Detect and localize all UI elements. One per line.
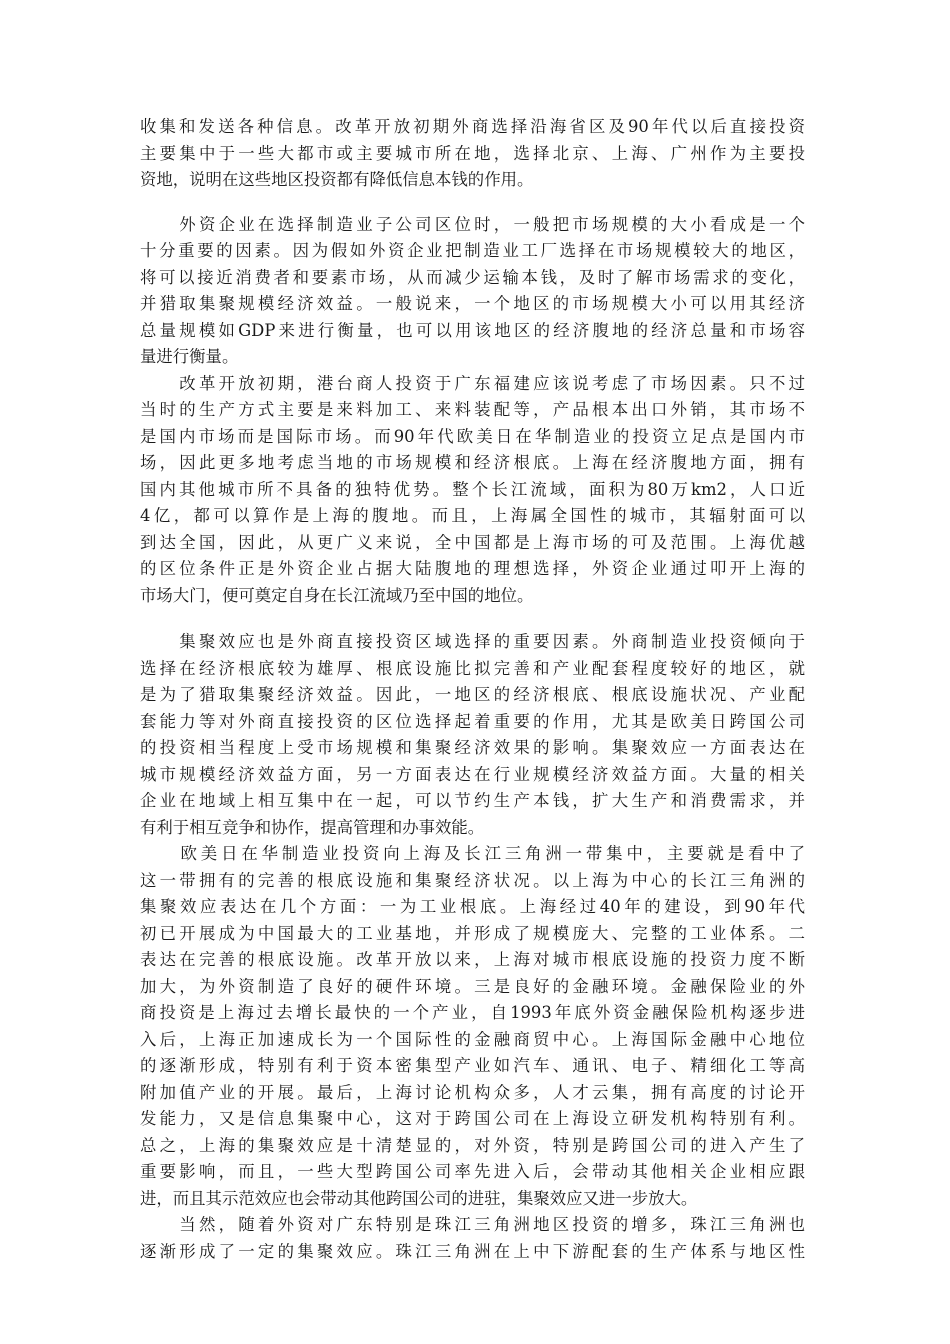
- text-line: 国内其他城市所不具备的独特优势。整个长江流域，面积为80万km2，人口近: [140, 479, 805, 499]
- text-line: 改革开放初期，港台商人投资于广东福建应该说考虑了市场因素。只不过: [140, 373, 805, 393]
- text-line: 选择在经济根底较为雄厚、根底设施比拟完善和产业配套程度较好的地区，就: [140, 658, 805, 678]
- text-line: 是为了猎取集聚经济效益。因此，一地区的经济根底、根底设施状况、产业配: [140, 685, 805, 704]
- paragraph-agglomeration: [140, 629, 805, 841]
- text-line: 发能力，又是信息集聚中心，这对于跨国公司在上海设立研发机构特别有利。: [140, 1109, 805, 1128]
- text-line: 欧美日在华制造业投资向上海及长江三角洲一带集中，主要就是看中了: [140, 844, 805, 863]
- paragraph-gap: [140, 609, 805, 629]
- paragraph-shanghai-delta: [140, 841, 805, 1212]
- paragraph-market-scale: [140, 212, 805, 371]
- paragraph-info-cost: [140, 114, 805, 194]
- text-line: 主要集中于一些大都市或主要城市所在地，选择北京、上海、广州作为主要投: [140, 143, 805, 163]
- text-line: 集聚效应表达在几个方面：一为工业根底。上海经过40年的建设，到90年代: [140, 897, 805, 916]
- text-line: 有利于相互竞争和协作，提高管理和办事效能。: [140, 817, 485, 837]
- text-line: 重要影响，而且，一些大型跨国公司率先进入后，会带动其他相关企业相应跟: [140, 1162, 805, 1181]
- text-line: 是国内市场而是国际市场。而90年代欧美日在华制造业的投资立足点是国内市: [140, 426, 805, 446]
- text-line: 进，而且其示范效应也会带动其他跨国公司的进驻，集聚效应又进一步放大。: [140, 1188, 698, 1208]
- text-line: 商投资是上海过去增长最快的一个产业，自1993年底外资金融保险机构逐步进: [140, 1003, 805, 1022]
- text-line: 并猎取集聚规模经济效益。一般说来，一个地区的市场规模大小可以用其经济: [140, 294, 805, 313]
- text-line: 场，因此更多地考虑当地的市场规模和经济根底。上海在经济腹地方面，拥有: [140, 453, 805, 472]
- document-body: [140, 114, 805, 1265]
- text-line: 资地，说明在这些地区投资都有降低信息本钱的作用。: [140, 170, 534, 189]
- text-line: 逐渐形成了一定的集聚效应。珠江三角洲在上中下游配套的生产体系与地区性: [140, 1241, 805, 1261]
- text-line: 总量规模如GDP来进行衡量，也可以用该地区的经济腹地的经济总量和市场容: [140, 320, 805, 340]
- text-line: 城市规模经济效益方面，另一方面表达在行业规模经济效益方面。大量的相关: [140, 764, 805, 784]
- text-line: 入后，上海正加速成长为一个国际性的金融商贸中心。上海国际金融中心地位: [140, 1029, 805, 1049]
- text-line: 当时的生产方式主要是来料加工、来料装配等，产品根本出口外销，其市场不: [140, 400, 805, 419]
- text-line: 到达全国，因此，从更广义来说，全中国都是上海市场的可及范围。上海优越: [140, 532, 805, 552]
- text-line: 这一带拥有的完善的根底设施和集聚经济状况。以上海为中心的长江三角洲的: [140, 870, 805, 890]
- text-line: 的投资相当程度上受市场规模和集聚经济效果的影响。集聚效应一方面表达在: [140, 738, 805, 757]
- paragraph-gap: [140, 194, 805, 212]
- text-line: 外资企业在选择制造业子公司区位时，一般把市场规模的大小看成是一个: [140, 214, 805, 234]
- text-line: 表达在完善的根底设施。改革开放以来，上海对城市根底设施的投资力度不断: [140, 950, 805, 969]
- text-line: 当然，随着外资对广东特别是珠江三角洲地区投资的增多，珠江三角洲也: [140, 1215, 805, 1234]
- text-line: 量进行衡量。: [140, 347, 239, 366]
- text-line: 初已开展成为中国最大的工业基地，并形成了规模庞大、完整的工业体系。二: [140, 923, 805, 943]
- text-line: 将可以接近消费者和要素市场，从而减少运输本钱，及时了解市场需求的变化，: [140, 267, 805, 287]
- text-line: 附加值产业的开展。最后，上海讨论机构众多，人才云集，拥有高度的讨论开: [140, 1082, 805, 1102]
- text-line: 套能力等对外商直接投资的区位选择起着重要的作用，尤其是欧美日跨国公司: [140, 711, 805, 731]
- text-line: 4亿，都可以算作是上海的腹地。而且，上海属全国性的城市，其辐射面可以: [140, 506, 805, 525]
- paragraph-pearl-delta: [140, 1212, 805, 1265]
- text-line: 的区位条件正是外资企业占据大陆腹地的理想选择，外资企业通过叩开上海的: [140, 559, 805, 578]
- text-line: 收集和发送各种信息。改革开放初期外商选择沿海省区及90年代以后直接投资: [140, 117, 805, 136]
- text-line: 的逐渐形成，特别有利于资本密集型产业如汽车、通讯、电子、精细化工等高: [140, 1056, 805, 1075]
- text-line: 加大，为外资制造了良好的硬件环境。三是良好的金融环境。金融保险业的外: [140, 976, 805, 996]
- text-line: 总之，上海的集聚效应是十清楚显的，对外资，特别是跨国公司的进入产生了: [140, 1135, 805, 1155]
- text-line: 十分重要的因素。因为假如外资企业把制造业工厂选择在市场规模较大的地区，: [140, 241, 805, 260]
- paragraph-hinterland: [140, 371, 805, 610]
- text-line: 企业在地域上相互集中在一起，可以节约生产本钱，扩大生产和消费需求，并: [140, 791, 805, 810]
- text-line: 市场大门，便可奠定自身在长江流域乃至中国的地位。: [140, 585, 534, 605]
- text-line: 集聚效应也是外商直接投资区域选择的重要因素。外商制造业投资倾向于: [140, 632, 805, 651]
